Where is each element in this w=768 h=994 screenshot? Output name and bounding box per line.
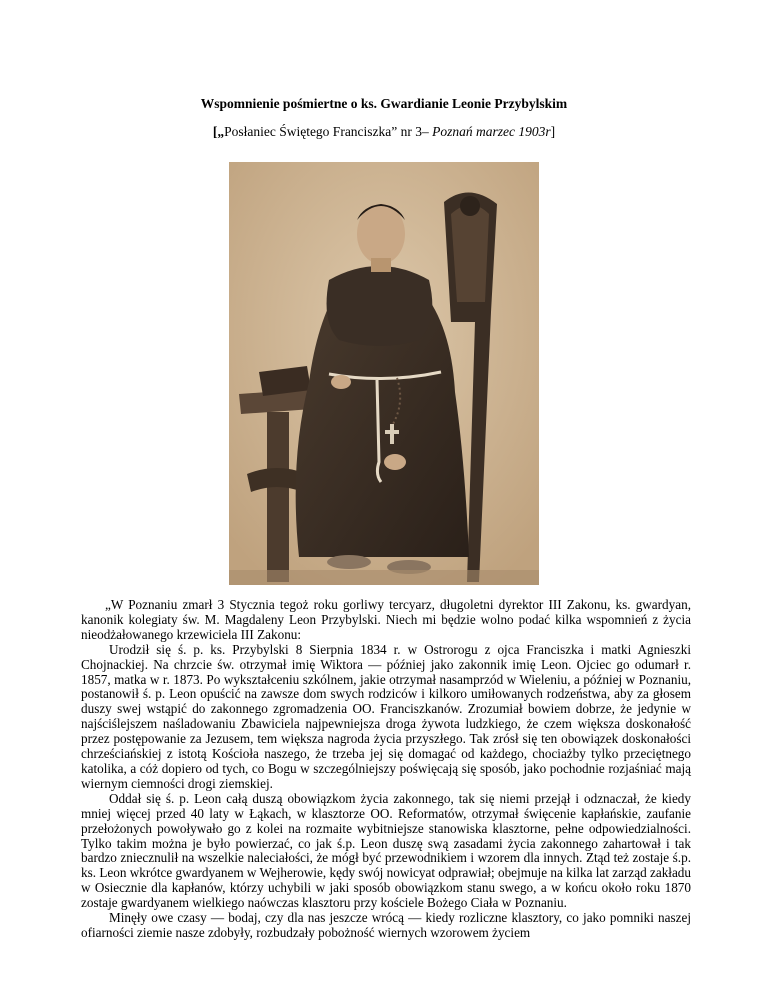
paragraph: Minęły owe czasy — bodaj, czy dla nas jeszcze wrócą — kiedy rozliczne klasztory, co jako pomniki naszej ofiarności ziemie nasze zdobyły, rozbudzały pobożność wiernych wzorowem życiem bbox=[81, 910, 691, 940]
citation-place-date: Poznań marzec 1903r bbox=[432, 124, 551, 139]
portrait-photograph-icon bbox=[229, 162, 539, 585]
paragraph: Urodził się ś. p. ks. Przybylski 8 Sierpnia 1834 r. w Ostrorogu z ojca Franciszka i matki Agnieszki Chojnackiej. Na chrzcie św. otrzymał imię Wiktora — później jako zakonnik imię Leon. Ojciec go odumarł r. 1857, matka w r. 1873. Po wykształceniu szkólnem, jakie otrzymał nasamprzód w Wieleniu, a później w Poznaniu, postanowił ś. p. Leon opuścić na zawsze dom swych rodziców i kilkoro umiłowanych rodzeństwa, aby za głosem duszy swej wstąpić do zakonnego zgromadzenia OO. Franciszkanów. Zrozumiał bowiem dobrze, że jedynie w najściślejszem naśladowaniu Zbawiciela najpewniejsza droga żywota ludzkiego, że czem większa doskonałość przez postępowanie za Jezusem, tem większa nagroda życia przyszłego. Tak zrósł się ten obowiązek doskonałości chrześciańskiej z istotą Kościoła naszego, że trzeba jej się domagać od każdego, chociażby tylko przeciętnego katolika, a cóż dopiero od tych, co Bogu w szczególniejszy poświęcają się sposób, jako pochodnie rozjaśniać mają wiernym ciemności drogi ziemskiej. bbox=[81, 641, 691, 791]
paragraph: Oddał się ś. p. Leon całą duszą obowiązkom życia zakonnego, tak się niemi przejął i odznaczał, że kiedy mniej więcej przed 40 laty w Łąkach, w klasztorze OO. Reformatów, otrzymał święcenie kapłańskie, zaufanie przełożonych powoływało go z kolei na rozmaite wybitniejsze stanowiska klasztorne, pełne odpowiedzialności. Tylko takim można je było powierzać, co jak ś.p. Leon duszę swą zasadami życia zakonnego zahartował i tak bardzo zniecznulił na wszelkie naleciałości, że mógł być przewodnikiem i wzorem dla innych. Ztąd też zostaje ś.p. ks. Leon wkrótce gwardyanem w Wejherowie, kędy swój nowicyat odprawiał; obejmuje na kilka lat zarząd zakładu w Osiecznie dla kapłanów, którzy uchybili w jaki sposób obowiązkom stanu swego, a w końcu około roku 1870 zostaje gwardyanem wielkiego naówczas klasztoru przy kościele Bożego Ciała w Poznaniu. bbox=[81, 790, 691, 911]
citation-source: Posłaniec Świętego Franciszka” nr 3– bbox=[224, 124, 433, 139]
page-title: Wspomnienie pośmiertne o ks. Gwardianie Leonie Przybylskim bbox=[200, 96, 568, 111]
citation-close-bracket: ] bbox=[550, 124, 556, 139]
citation-open-bracket: [„ bbox=[212, 124, 225, 139]
paragraph: „W Poznaniu zmarł 3 Stycznia tegoż roku gorliwy tercyarz, długoletni dyrektor III Zakonu, ks. gwardyan, kanonik kolegiaty św. M. Magdaleny Leon Przybylski. Niech mi będzie wolno podać kilka wspomnień z życia nieodżałowanego krzewiciela III Zakonu: bbox=[81, 597, 691, 642]
portrait-photograph bbox=[229, 162, 539, 585]
source-citation bbox=[0, 124, 768, 140]
article-body bbox=[81, 598, 691, 941]
